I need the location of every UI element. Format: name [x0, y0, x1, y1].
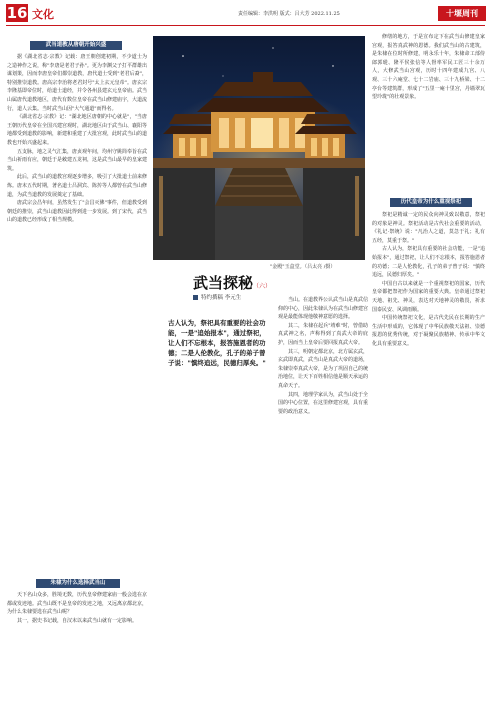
subhead-zhu-di: 朱棣为什么选择武当山	[36, 579, 120, 588]
paragraph: 唐武宗会昌年间，虽然发生了"会昌灭佛"事件，但道教受到朝廷的推崇，武当山道教因此得到进一步发展。到了宋代，武当山的道教已经形成了相当规模。	[7, 200, 147, 224]
title-part: （六）	[253, 283, 272, 290]
paragraph: 当山。在道教界公认武当山是真武信仰的中心，因此朱棣认为在武当山修建宫观是最能体现他敬神意愿的选择。	[278, 297, 368, 321]
left-column-body-2	[7, 591, 147, 697]
subhead-sacrifice: 历代皇帝为什么重视祭祀	[390, 198, 472, 207]
paragraph: 此后，武当山的道教宫观逐步增多，吸引了大批道士前来修炼。唐末五代时期，著名道士吕洞宾、陈抟等人都曾在武当山修道，为武当道教的发展奠定了基础。	[7, 174, 147, 198]
section-name: 文化	[32, 8, 54, 21]
article-title	[193, 272, 271, 293]
paragraph: 其二，朱棣在起兵"靖难"时，曾借助真武神之名，声称得到了真武大帝的庇护，因而当上皇帝后要回报真武大帝。	[278, 322, 368, 346]
paragraph: 五支脉，地之灵气汇集，唐贞观年间，均州守姚简奉旨在武当山祈雨有应，朝廷于是敕建五龙祠，这是武当山最早的皇家建筑。	[7, 148, 147, 172]
header-rule	[6, 25, 485, 26]
title-text: 武当探秘	[193, 274, 254, 292]
byline-square-icon	[193, 295, 198, 300]
byline-text: 特约撰稿 李元生	[201, 295, 242, 301]
photo-caption: "金殿"玉盒堂。（吕太亮 /摄）	[270, 264, 336, 270]
palace-photo	[153, 36, 365, 260]
paragraph: 祭祀是精诚一定的民众向神灵致以敬意，祭祀的对象是神灵。祭祀活动是古代社会重要的活动，《礼记·祭统》说："凡治人之道，莫急于礼；礼有五经，莫重于祭。"	[372, 212, 485, 244]
paragraph: 天下名山众多，胜境无数，历代皇帝修建家庙一般会选在京都或发迹地。武当山既不是皇帝的发迹之地，又远离京都北京，为什么朱棣要选在武当山呢？	[7, 592, 147, 616]
paragraph: 《湖北省志·宗教》记："湖北地区唐朝的中心就是"，"当唐王朝历代皇帝在全国兴建宫观时，湖北地区由于武当山、襄阳等地都受到道教的影响，新建和重建了大批宫观，此时武当山的道教也开始兴盛起来。	[7, 114, 147, 146]
middle-column-body	[278, 296, 368, 698]
paragraph: 其一，据史书记载，自汉末以来武当山就有一定影响。	[17, 617, 138, 624]
paragraph: 中国传统祭祀文化，是古代先民在长期的生产生活中形成的，它体现了中华民族敬天法祖、崇德报恩的优秀传统，对于凝聚民族精神、传承中华文化具有重要意义。	[372, 315, 485, 347]
right-column-body-1	[372, 33, 485, 191]
paragraph: 其四，地理学家认为，武当山处于全国的中心位置，在这里修建宫观，具有重要的政治意义。	[278, 391, 368, 415]
paragraph: 其三，明朝定都北京，北方属玄武，玄武即真武，武当山是真武大帝的道场，朱棣崇奉真武大帝，是为了巩固自己的统治地位，让天下百姓相信他是顺天承运的真命天子。	[278, 348, 368, 389]
editor-credits: 责任编辑：李洪明 版式：吕大芳 2022.11.25	[238, 11, 340, 17]
subhead-tang-dynasty: 武当道教从唐朝开始兴盛	[30, 41, 122, 50]
paragraph: 中国自古以来就是一个重视祭祀的国家，历代皇帝都把祭祀作为国家的重要大典。皇帝通过祭祀天地、祖先、神灵，表达对天地神灵的敬畏，祈求国泰民安、风调雨顺。	[372, 280, 485, 313]
paragraph: 修缮的地方，于是宣布定下在武当山修建皇家宫观，报答真武神的恩德。我们武当山的古建筑，是朱棣在位时所修建，明永乐十年，朱棣命工部侍郎郭琎、隆平侯张信等人督率军民工匠三十余万人，大修武当山宫观，历时十四年建成九宫、八观、三十六庵堂、七十二岩庙、三十九桥梁、十二亭台等建筑群，形成了"五里一庵十里宫，丹墙翠瓦望玲珑"的壮观景象。	[372, 34, 485, 101]
paragraph: 据《湖北省志·宗教》记载：唐王朝创建初期，不少道士为之造神作之说，称"李唐是老君子孙"。更为李渊父子打平群雄出谋划策，因而李唐皇帝们都崇道教，唐代道士受到"老君后裔"，特别推崇道教。唐高宗李治将老君封号"太上玄元皇帝"。唐玄宗李隆基即帝位时，给道士道经，并令各州县建玄元皇帝庙。武当山属唐代道教地区，唐代有数位皇帝在武当山修建庙宇，大道流行，道人云集。当时武当山因"大气通道"而得名。	[7, 54, 147, 112]
page-number: 16	[6, 4, 28, 22]
right-column-body-2	[372, 211, 485, 698]
paragraph: 古人认为，祭祀具有重要的社会功能，一是"追始报本"，通过祭祀，让人们不忘根本，报答施恩者的功德；二是人伦教化，孔子的弟子曾子说："慎终追远，民德归厚矣。"	[372, 246, 485, 279]
left-column-body-1	[7, 53, 147, 575]
newspaper-name: 十堰周刊	[438, 6, 486, 21]
pull-quote: 古人认为，祭祀具有重要的社会功能，一是"追始报本"，通过祭祀，让人们不忘根本，报答施恩者的功德；二是人伦教化，孔子的弟子曾子说："慎终追远，民德归厚矣。"	[168, 319, 266, 367]
page-header	[0, 0, 491, 26]
golden-hall-illustration	[153, 36, 365, 260]
byline	[193, 293, 241, 301]
